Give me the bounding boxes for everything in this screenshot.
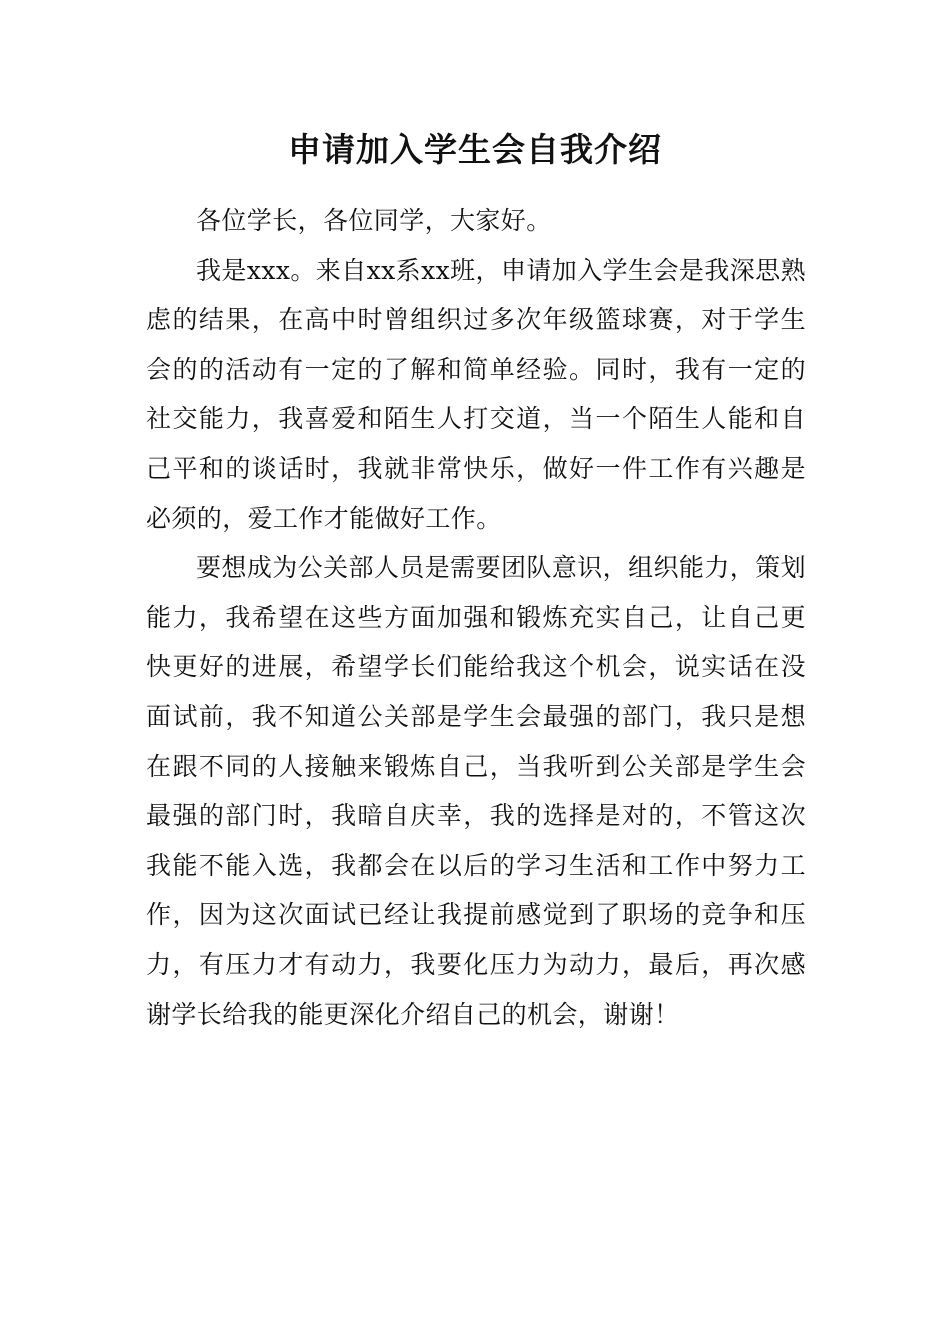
document-title: 申请加入学生会自我介绍 — [288, 130, 662, 169]
paragraph-motivation: 要想成为公关部人员是需要团队意识，组织能力，策划能力，我希望在这些方面加强和锻炼充实自己，让自己更快更好的进展，希望学长们能给我这个机会，说实话在没面试前，我不知道公关部是学生会最强的部门，我只是想在跟不同的人接触来锻炼自己，当我听到公关部是学生会最强的部门时，我暗自庆幸，我的选择是对的，不管这次我能不能入选，我都会在以后的学习生活和工作中努力工作，因为这次面试已经让我提前感觉到了职场的竞争和压力，有压力才有动力，我要化压力为动力，最后，再次感谢学长给我的能更深化介绍自己的机会，谢谢！ — [146, 553, 806, 1029]
paragraph-introduction: 我是xxx。来自xx系xx班，申请加入学生会是我深思熟虑的结果，在高中时曾组织过多次年级篮球赛，对于学生会的的活动有一定的了解和简单经验。同时，我有一定的社交能力，我喜爱和陌生人打交道，当一个陌生人能和自己平和的谈话时，我就非常快乐，做好一件工作有兴趣是必须的，爱工作才能做好工作。 — [146, 255, 806, 533]
document-body — [146, 196, 806, 1039]
paragraph-greeting: 各位学长，各位同学，大家好。 — [196, 206, 552, 235]
